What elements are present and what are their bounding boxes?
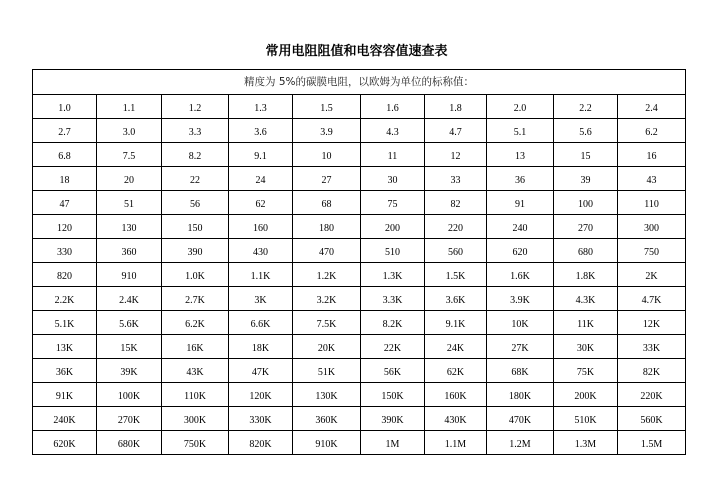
value-cell: 6.8 xyxy=(33,143,97,167)
value-cell: 3.6 xyxy=(229,119,293,143)
table-row xyxy=(33,119,686,143)
value-cell: 15 xyxy=(554,143,618,167)
value-cell: 1.3 xyxy=(229,95,293,119)
value-cell: 1.0 xyxy=(33,95,97,119)
value-cell: 1.1 xyxy=(97,95,162,119)
value-cell: 1.1M xyxy=(425,431,487,455)
value-cell: 47K xyxy=(229,359,293,383)
value-cell: 470 xyxy=(293,239,361,263)
value-cell: 4.3 xyxy=(361,119,425,143)
value-cell: 39K xyxy=(97,359,162,383)
value-cell: 4.3K xyxy=(554,287,618,311)
value-cell: 1.5M xyxy=(618,431,686,455)
value-cell: 9.1 xyxy=(229,143,293,167)
value-cell: 200 xyxy=(361,215,425,239)
value-cell: 3.9K xyxy=(487,287,554,311)
value-cell: 100K xyxy=(97,383,162,407)
resistor-value-table xyxy=(32,69,686,455)
value-cell: 510K xyxy=(554,407,618,431)
value-cell: 560 xyxy=(425,239,487,263)
value-cell: 100 xyxy=(554,191,618,215)
value-cell: 22K xyxy=(361,335,425,359)
value-cell: 220K xyxy=(618,383,686,407)
value-cell: 8.2 xyxy=(162,143,229,167)
value-cell: 36K xyxy=(33,359,97,383)
table-body xyxy=(33,70,686,455)
value-cell: 24 xyxy=(229,167,293,191)
value-cell: 62K xyxy=(425,359,487,383)
subtitle-row xyxy=(33,70,686,95)
value-cell: 30K xyxy=(554,335,618,359)
table-row xyxy=(33,311,686,335)
value-cell: 240 xyxy=(487,215,554,239)
value-cell: 6.2 xyxy=(618,119,686,143)
value-cell: 330K xyxy=(229,407,293,431)
value-cell: 15K xyxy=(97,335,162,359)
table-row xyxy=(33,335,686,359)
value-cell: 10 xyxy=(293,143,361,167)
value-cell: 680 xyxy=(554,239,618,263)
table-row xyxy=(33,359,686,383)
value-cell: 430K xyxy=(425,407,487,431)
value-cell: 22 xyxy=(162,167,229,191)
value-cell: 1M xyxy=(361,431,425,455)
value-cell: 10K xyxy=(487,311,554,335)
value-cell: 36 xyxy=(487,167,554,191)
table-row xyxy=(33,287,686,311)
value-cell: 2.2 xyxy=(554,95,618,119)
value-cell: 1.3M xyxy=(554,431,618,455)
value-cell: 910K xyxy=(293,431,361,455)
value-cell: 750K xyxy=(162,431,229,455)
value-cell: 5.6K xyxy=(97,311,162,335)
value-cell: 1.5 xyxy=(293,95,361,119)
value-cell: 18 xyxy=(33,167,97,191)
value-cell: 51 xyxy=(97,191,162,215)
value-cell: 620 xyxy=(487,239,554,263)
value-cell: 470K xyxy=(487,407,554,431)
value-cell: 2.7 xyxy=(33,119,97,143)
value-cell: 1.6K xyxy=(487,263,554,287)
value-cell: 270K xyxy=(97,407,162,431)
value-cell: 1.5K xyxy=(425,263,487,287)
value-cell: 18K xyxy=(229,335,293,359)
value-cell: 24K xyxy=(425,335,487,359)
value-cell: 120K xyxy=(229,383,293,407)
value-cell: 180 xyxy=(293,215,361,239)
value-cell: 300K xyxy=(162,407,229,431)
value-cell: 20K xyxy=(293,335,361,359)
value-cell: 8.2K xyxy=(361,311,425,335)
value-cell: 2.4 xyxy=(618,95,686,119)
value-cell: 11 xyxy=(361,143,425,167)
value-cell: 43K xyxy=(162,359,229,383)
value-cell: 33 xyxy=(425,167,487,191)
page-title: 常用电阻阻值和电容容值速查表 xyxy=(265,44,448,59)
value-cell: 2.2K xyxy=(33,287,97,311)
value-cell: 130K xyxy=(293,383,361,407)
value-cell: 47 xyxy=(33,191,97,215)
value-cell: 330 xyxy=(33,239,97,263)
value-cell: 510 xyxy=(361,239,425,263)
value-cell: 16 xyxy=(618,143,686,167)
table-row xyxy=(33,383,686,407)
value-cell: 3.9 xyxy=(293,119,361,143)
value-cell: 910 xyxy=(97,263,162,287)
value-cell: 360 xyxy=(97,239,162,263)
value-cell: 750 xyxy=(618,239,686,263)
value-cell: 68 xyxy=(293,191,361,215)
value-cell: 1.0K xyxy=(162,263,229,287)
value-cell: 120 xyxy=(33,215,97,239)
value-cell: 160K xyxy=(425,383,487,407)
value-cell: 91 xyxy=(487,191,554,215)
value-cell: 300 xyxy=(618,215,686,239)
value-cell: 390K xyxy=(361,407,425,431)
table-row xyxy=(33,407,686,431)
value-cell: 1.8 xyxy=(425,95,487,119)
value-cell: 3.3K xyxy=(361,287,425,311)
value-cell: 180K xyxy=(487,383,554,407)
value-cell: 13 xyxy=(487,143,554,167)
value-cell: 2.4K xyxy=(97,287,162,311)
value-cell: 11K xyxy=(554,311,618,335)
value-cell: 5.6 xyxy=(554,119,618,143)
value-cell: 12 xyxy=(425,143,487,167)
value-cell: 51K xyxy=(293,359,361,383)
value-cell: 16K xyxy=(162,335,229,359)
value-cell: 13K xyxy=(33,335,97,359)
value-cell: 7.5 xyxy=(97,143,162,167)
value-cell: 20 xyxy=(97,167,162,191)
value-cell: 82K xyxy=(618,359,686,383)
table-row xyxy=(33,215,686,239)
value-cell: 5.1K xyxy=(33,311,97,335)
value-cell: 3.6K xyxy=(425,287,487,311)
value-cell: 12K xyxy=(618,311,686,335)
value-cell: 27 xyxy=(293,167,361,191)
value-cell: 820 xyxy=(33,263,97,287)
value-cell: 30 xyxy=(361,167,425,191)
value-cell: 1.2M xyxy=(487,431,554,455)
table-row xyxy=(33,263,686,287)
value-cell: 39 xyxy=(554,167,618,191)
value-cell: 27K xyxy=(487,335,554,359)
value-cell: 150K xyxy=(361,383,425,407)
value-cell: 6.6K xyxy=(229,311,293,335)
value-cell: 160 xyxy=(229,215,293,239)
table-subtitle: 精度为 5%的碳膜电阻，以欧姆为单位的标称值： xyxy=(33,70,686,95)
value-cell: 5.1 xyxy=(487,119,554,143)
table-row xyxy=(33,431,686,455)
value-cell: 9.1K xyxy=(425,311,487,335)
value-cell: 1.1K xyxy=(229,263,293,287)
value-cell: 820K xyxy=(229,431,293,455)
value-cell: 3K xyxy=(229,287,293,311)
value-cell: 6.2K xyxy=(162,311,229,335)
value-cell: 68K xyxy=(487,359,554,383)
value-cell: 2K xyxy=(618,263,686,287)
value-cell: 390 xyxy=(162,239,229,263)
value-cell: 1.3K xyxy=(361,263,425,287)
value-cell: 91K xyxy=(33,383,97,407)
value-cell: 82 xyxy=(425,191,487,215)
table-row xyxy=(33,95,686,119)
value-cell: 1.2 xyxy=(162,95,229,119)
value-cell: 240K xyxy=(33,407,97,431)
value-cell: 2.7K xyxy=(162,287,229,311)
value-cell: 1.2K xyxy=(293,263,361,287)
value-cell: 680K xyxy=(97,431,162,455)
value-cell: 33K xyxy=(618,335,686,359)
value-cell: 3.0 xyxy=(97,119,162,143)
table-row xyxy=(33,191,686,215)
value-cell: 270 xyxy=(554,215,618,239)
value-cell: 43 xyxy=(618,167,686,191)
value-cell: 3.3 xyxy=(162,119,229,143)
table-row xyxy=(33,143,686,167)
value-cell: 3.2K xyxy=(293,287,361,311)
value-cell: 130 xyxy=(97,215,162,239)
value-cell: 430 xyxy=(229,239,293,263)
value-cell: 62 xyxy=(229,191,293,215)
value-cell: 110K xyxy=(162,383,229,407)
value-cell: 2.0 xyxy=(487,95,554,119)
value-cell: 56K xyxy=(361,359,425,383)
value-cell: 150 xyxy=(162,215,229,239)
value-cell: 56 xyxy=(162,191,229,215)
value-cell: 4.7K xyxy=(618,287,686,311)
value-cell: 4.7 xyxy=(425,119,487,143)
value-cell: 7.5K xyxy=(293,311,361,335)
table-row xyxy=(33,167,686,191)
value-cell: 1.6 xyxy=(361,95,425,119)
value-cell: 200K xyxy=(554,383,618,407)
value-cell: 110 xyxy=(618,191,686,215)
value-cell: 75K xyxy=(554,359,618,383)
value-cell: 620K xyxy=(33,431,97,455)
value-cell: 220 xyxy=(425,215,487,239)
value-cell: 360K xyxy=(293,407,361,431)
value-cell: 75 xyxy=(361,191,425,215)
table-row xyxy=(33,239,686,263)
value-cell: 1.8K xyxy=(554,263,618,287)
value-cell: 560K xyxy=(618,407,686,431)
